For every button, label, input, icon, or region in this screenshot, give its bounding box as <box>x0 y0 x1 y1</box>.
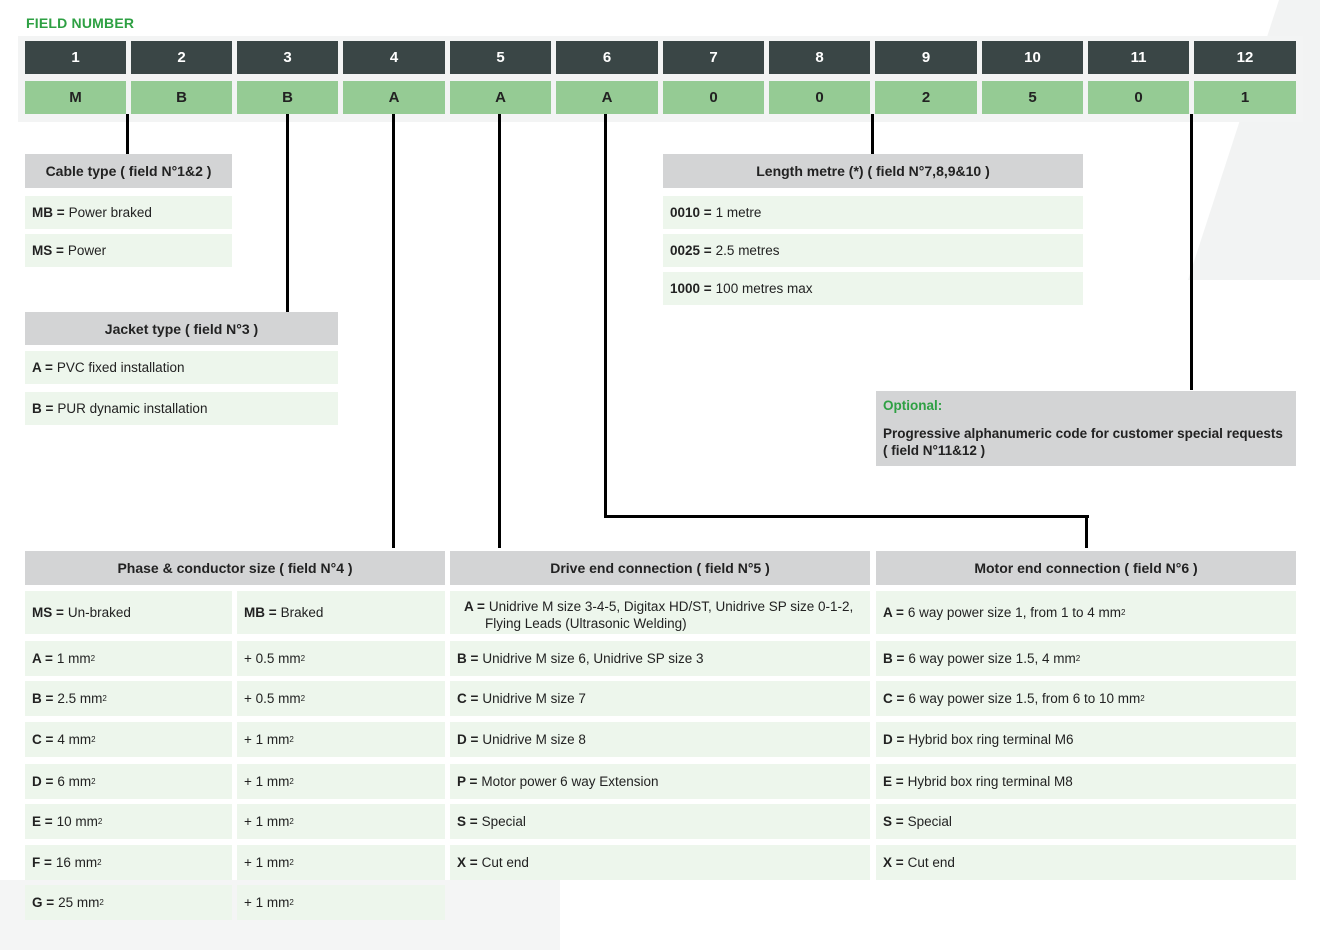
size-text: 1 mm <box>56 651 91 666</box>
motor-end-row <box>876 764 1296 799</box>
option-text: Unidrive M size 3-4-5, Digitax HD/ST, Unidrive SP size 0-1-2, Flying Leads (Ultrasonic Welding) <box>485 599 854 631</box>
option-text: Special <box>907 814 952 829</box>
size-text: 6 mm <box>57 774 92 789</box>
option-key: B = <box>32 691 54 706</box>
field-value-4: A <box>343 81 445 114</box>
option-key: E = <box>32 814 53 829</box>
field-number-1: 1 <box>25 41 126 74</box>
field-value-7: 0 <box>663 81 764 114</box>
option-text: Un-braked <box>67 605 131 620</box>
option-key: A = <box>32 360 53 375</box>
option-key: D = <box>32 774 54 789</box>
option-key: C = <box>457 691 479 706</box>
phase-size-cell: A = 1 mm 2 <box>25 641 232 676</box>
option-key: G = <box>32 895 55 910</box>
length-title: Length metre (*) ( field N°7,8,9&10 ) <box>663 154 1083 188</box>
option-key: B = <box>32 401 54 416</box>
option-text: Power braked <box>68 205 152 220</box>
option-text: Unidrive M size 8 <box>482 732 586 747</box>
option-key: S = <box>457 814 478 829</box>
drive-end-entry <box>457 598 863 632</box>
connector-motor-end-vertical <box>604 114 607 518</box>
option-text: 1 metre <box>715 205 762 220</box>
connector-motor-end-drop <box>1085 515 1088 548</box>
option-text: 2.5 metres <box>715 243 780 258</box>
size-text: 25 mm <box>58 895 100 910</box>
phase-add-cell: + 1 mm 2 <box>237 804 445 839</box>
field-value-3: B <box>237 81 338 114</box>
drive-end-row <box>450 591 870 634</box>
add-text: + 1 mm <box>244 855 290 870</box>
option-key: 0010 = <box>670 205 712 220</box>
size-text: 2.5 mm <box>57 691 103 706</box>
field-value-6: A <box>556 81 658 114</box>
jacket-type-row <box>25 351 338 384</box>
phase-add-cell: + 0.5 mm 2 <box>237 681 445 716</box>
option-key: B = <box>883 651 905 666</box>
field-number-8: 8 <box>769 41 870 74</box>
option-text: Motor power 6 way Extension <box>481 774 659 789</box>
option-text: 6 way power size 1.5, 4 mm <box>908 651 1076 666</box>
field-number-12: 12 <box>1194 41 1296 74</box>
field-number-title: FIELD NUMBER <box>26 15 135 31</box>
field-value-8: 0 <box>769 81 870 114</box>
size-text: 10 mm <box>56 814 98 829</box>
option-key: MS = <box>32 243 64 258</box>
option-text: Braked <box>280 605 324 620</box>
option-text: PVC fixed installation <box>56 360 185 375</box>
option-text: Power <box>67 243 107 258</box>
drive-end-row <box>450 641 870 676</box>
option-key: C = <box>883 691 905 706</box>
phase-size-cell: F = 16 mm 2 <box>25 845 232 880</box>
field-number-6: 6 <box>556 41 658 74</box>
motor-end-row: C = 6 way power size 1.5, from 6 to 10 mm 2 <box>876 681 1296 716</box>
add-text: + 1 mm <box>244 895 290 910</box>
motor-end-row <box>876 804 1296 839</box>
drive-end-title: Drive end connection ( field N°5 ) <box>450 551 870 585</box>
option-text: Special <box>481 814 526 829</box>
option-text: Cut end <box>907 855 955 870</box>
motor-end-row <box>876 722 1296 757</box>
field-value-5: A <box>450 81 551 114</box>
option-key: MS = <box>32 605 64 620</box>
cable-type-row <box>25 196 232 229</box>
length-row <box>663 272 1083 305</box>
jacket-type-title: Jacket type ( field N°3 ) <box>25 312 338 345</box>
option-key: X = <box>457 855 478 870</box>
phase-size-cell: D = 6 mm 2 <box>25 764 232 799</box>
option-key: MB = <box>32 205 65 220</box>
size-text: 16 mm <box>55 855 98 870</box>
optional-box <box>876 391 1296 466</box>
option-key: B = <box>457 651 479 666</box>
connector-motor-end-horizontal <box>604 515 1089 518</box>
connector-phase <box>392 114 395 548</box>
option-text: Unidrive M size 7 <box>482 691 586 706</box>
option-text: Hybrid box ring terminal M6 <box>908 732 1074 747</box>
option-text: Cut end <box>481 855 529 870</box>
motor-end-row: B = 6 way power size 1.5, 4 mm 2 <box>876 641 1296 676</box>
field-number-5: 5 <box>450 41 551 74</box>
field-number-10: 10 <box>982 41 1083 74</box>
field-number-3: 3 <box>237 41 338 74</box>
phase-title: Phase & conductor size ( field N°4 ) <box>25 551 445 585</box>
optional-label: Optional: <box>883 398 943 413</box>
field-value-9: 2 <box>875 81 977 114</box>
option-key: C = <box>32 732 54 747</box>
field-value-12: 1 <box>1194 81 1296 114</box>
jacket-type-row <box>25 392 338 425</box>
phase-size-cell: E = 10 mm 2 <box>25 804 232 839</box>
field-value-1: M <box>25 81 126 114</box>
drive-end-row <box>450 764 870 799</box>
phase-add-cell: + 1 mm 2 <box>237 722 445 757</box>
connector-optional <box>1190 114 1193 390</box>
option-key: A = <box>464 599 485 614</box>
option-key: X = <box>883 855 904 870</box>
field-number-9: 9 <box>875 41 977 74</box>
option-text: 6 way power size 1.5, from 6 to 10 mm <box>908 691 1141 706</box>
connector-length <box>871 114 874 154</box>
option-key: S = <box>883 814 904 829</box>
add-text: + 1 mm <box>244 774 290 789</box>
field-number-11: 11 <box>1088 41 1189 74</box>
motor-end-title: Motor end connection ( field N°6 ) <box>876 551 1296 585</box>
connector-jacket-type <box>286 114 289 312</box>
option-key: MB = <box>244 605 277 620</box>
cable-type-row <box>25 234 232 267</box>
option-key: 0025 = <box>670 243 712 258</box>
phase-head-braked <box>237 591 445 634</box>
length-row <box>663 234 1083 267</box>
field-value-10: 5 <box>982 81 1083 114</box>
phase-size-cell: B = 2.5 mm 2 <box>25 681 232 716</box>
drive-end-row <box>450 845 870 880</box>
motor-end-row <box>876 845 1296 880</box>
cable-type-title: Cable type ( field N°1&2 ) <box>25 154 232 188</box>
add-text: + 1 mm <box>244 814 290 829</box>
option-text: Hybrid box ring terminal M8 <box>907 774 1073 789</box>
phase-add-cell: + 1 mm 2 <box>237 764 445 799</box>
option-text: PUR dynamic installation <box>57 401 208 416</box>
drive-end-row <box>450 681 870 716</box>
option-key: A = <box>883 605 904 620</box>
option-key: A = <box>32 651 53 666</box>
option-key: P = <box>457 774 478 789</box>
phase-size-cell: C = 4 mm 2 <box>25 722 232 757</box>
optional-text: Progressive alphanumeric code for customer special requests ( field N°11&12 ) <box>883 426 1283 458</box>
phase-add-cell: + 1 mm 2 <box>237 885 445 920</box>
drive-end-row <box>450 722 870 757</box>
option-text: 100 metres max <box>715 281 813 296</box>
option-text: 6 way power size 1, from 1 to 4 mm <box>907 605 1121 620</box>
add-text: + 1 mm <box>244 732 290 747</box>
phase-head-unbraked <box>25 591 232 634</box>
option-key: D = <box>457 732 479 747</box>
option-key: D = <box>883 732 905 747</box>
size-text: 4 mm <box>57 732 92 747</box>
option-key: F = <box>32 855 52 870</box>
field-value-2: B <box>131 81 232 114</box>
field-number-2: 2 <box>131 41 232 74</box>
add-text: + 0.5 mm <box>244 691 301 706</box>
drive-end-row <box>450 804 870 839</box>
phase-add-cell: + 1 mm 2 <box>237 845 445 880</box>
option-key: 1000 = <box>670 281 712 296</box>
add-text: + 0.5 mm <box>244 651 301 666</box>
connector-cable-type <box>126 114 129 154</box>
field-number-7: 7 <box>663 41 764 74</box>
field-number-4: 4 <box>343 41 445 74</box>
connector-drive-end <box>498 114 501 548</box>
option-key: E = <box>883 774 904 789</box>
phase-add-cell: + 0.5 mm 2 <box>237 641 445 676</box>
motor-end-row: A = 6 way power size 1, from 1 to 4 mm 2 <box>876 591 1296 634</box>
field-value-11: 0 <box>1088 81 1189 114</box>
option-text: Unidrive M size 6, Unidrive SP size 3 <box>482 651 704 666</box>
length-row <box>663 196 1083 229</box>
phase-size-cell: G = 25 mm 2 <box>25 885 232 920</box>
